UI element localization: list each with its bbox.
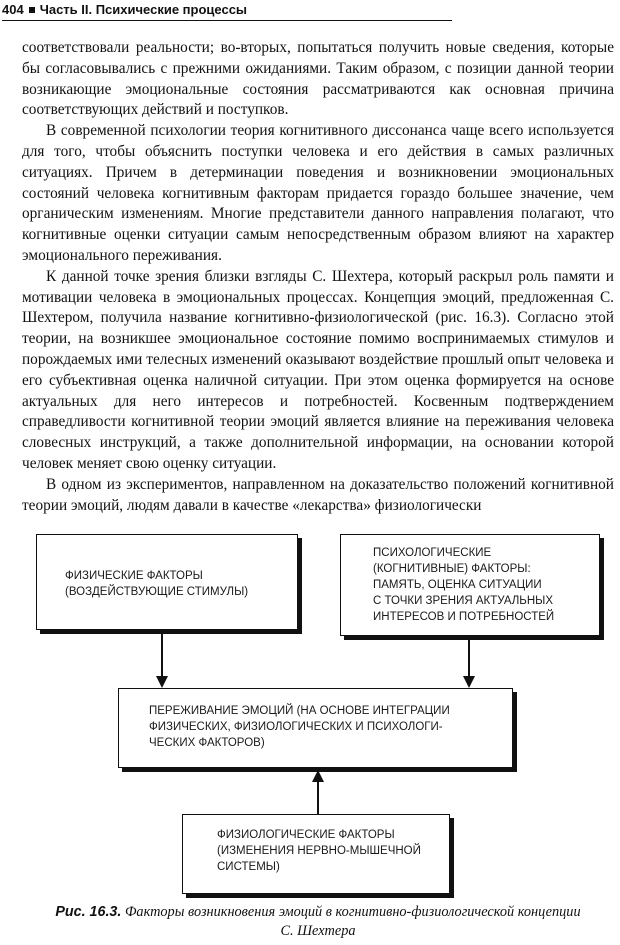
box-line: ФИЗИЧЕСКИХ, ФИЗИОЛОГИЧЕСКИХ И ПСИХОЛОГИ- <box>149 721 443 733</box>
box-line: (ИЗМЕНЕНИЯ НЕРВНО-МЫШЕЧНОЙ <box>217 845 421 857</box>
caption-text-line2: С. Шехтера <box>280 923 356 939</box>
box-line: ПАМЯТЬ, ОЦЕНКА СИТУАЦИИ <box>373 579 542 591</box>
arrow-up-icon <box>312 770 324 782</box>
arrow-down-icon <box>463 676 475 688</box>
psychological-factors-box <box>340 534 600 636</box>
box-line: ФИЗИЧЕСКИЕ ФАКТОРЫ <box>65 570 203 582</box>
box-line: ФИЗИОЛОГИЧЕСКИЕ ФАКТОРЫ <box>217 829 395 841</box>
bullet-square-icon <box>29 7 35 13</box>
caption-label: Рис. 16.3. <box>55 904 122 920</box>
physical-factors-box <box>36 534 298 630</box>
box-line: СИСТЕМЫ) <box>217 861 280 873</box>
paragraph: К данной точке зрения близки взгляды С. Шехтера, который раскрыл роль памяти и мотивации человека в эмоциональных процессах. Концепция эмоций, предложенная С. Шехтером, получила название когнитивно-физиологической (рис. 16.3). Согласно этой теории, на возникшее эмоциональное состояние помимо воспринимаемых стимулов и порождаемых ими телесных изменений оказывают воздействие прошлый опыт человека и его субъективная оценка наличной ситуации. При этом оценка формируется на основе актуальных для него интересов и потребностей. Косвенным подтверждением справедливости когнитивной теории эмоций является влияние на переживания человека словесных инструкций, а также дополнительной информации, на основании которой человек меняет свою оценку ситуации. <box>22 267 614 472</box>
arrow-down-icon <box>156 676 168 688</box>
box-line: С ТОЧКИ ЗРЕНИЯ АКТУАЛЬНЫХ <box>373 595 553 607</box>
arrow-physiological-to-emotion <box>317 778 319 816</box>
paragraph: соответствовали реальности; во-вторых, попытаться получить новые сведения, которые бы согласовывались с прежними ожиданиями. Таким образом, с позиции данной теории возникающие эмоциональные состояния рассматриваются как основная причина соответствующих действий и поступков. <box>22 39 614 119</box>
box-line: ЧЕСКИХ ФАКТОРОВ) <box>149 737 265 749</box>
figure-caption <box>22 903 614 941</box>
part-title: Часть II. Психические процессы <box>39 2 248 17</box>
box-line: (ВОЗДЕЙСТВУЮЩИЕ СТИМУЛЫ) <box>65 586 249 598</box>
paragraph: В современной психологии теория когнитивного диссонанса чаще всего используется для того, чтобы объяснить поступки человека и его действия в самых различных ситуациях. Причем в детерминации поведения и возникновении эмоциональных состояний человека когнитивным факторам придается гораздо большее значение, чем органическим изменениям. Многие представители данного направления полагают, что когнитивные оценки ситуации самым непосредственным образом влияют на характер эмоционального переживания. <box>22 122 614 264</box>
box-line: ПСИХОЛОГИЧЕСКИЕ <box>373 547 492 559</box>
caption-text: Факторы возникновения эмоций в когнитивно-физиологической концепции <box>124 904 581 920</box>
arrow-physical-to-emotion <box>161 630 163 678</box>
box-line: (КОГНИТИВНЫЕ) ФАКТОРЫ: <box>373 563 531 575</box>
arrow-psychological-to-emotion <box>468 636 470 678</box>
box-line: ПЕРЕЖИВАНИЕ ЭМОЦИЙ (НА ОСНОВЕ ИНТЕГРАЦИИ <box>149 705 450 717</box>
physiological-factors-box <box>182 814 450 894</box>
emotion-experience-box <box>118 688 513 768</box>
body-text <box>22 38 614 516</box>
paragraph: В одном из экспериментов, направленном на доказательство положений когнитивной теории эмоций, людям давали в качестве «лекарства» физиологически <box>22 475 614 514</box>
box-line: ИНТЕРЕСОВ И ПОТРЕБНОСТЕЙ <box>373 611 555 623</box>
page-number: 404 <box>2 2 24 17</box>
running-header <box>2 0 452 21</box>
